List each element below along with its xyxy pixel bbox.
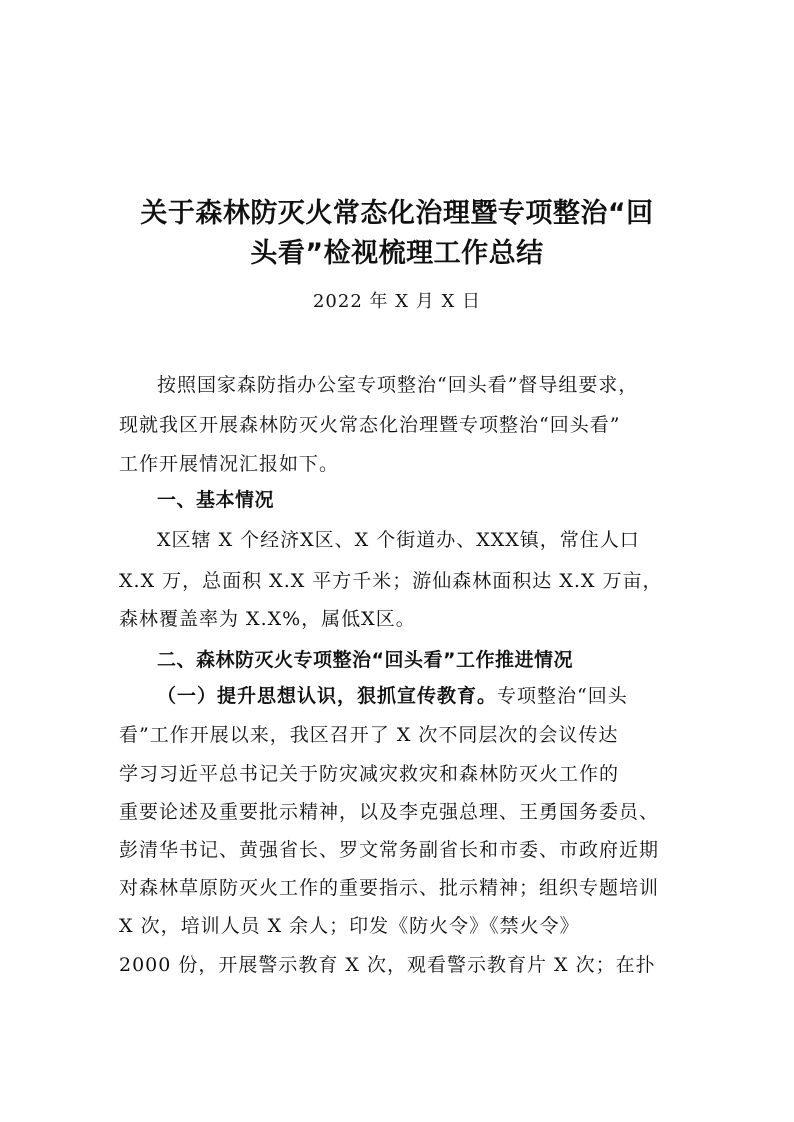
- document-date: 2022 年 X 月 X 日: [312, 291, 482, 312]
- section-2-line-4: 重要论述及重要批示精神，以及李克强总理、王勇国务委员、: [119, 801, 660, 823]
- section-2-line-5: 彭清华书记、黄强省长、罗文常务副省长和市委、市政府近期: [119, 839, 660, 861]
- section-2-line-6: 对森林草原防灭火工作的重要指示、批示精神；组织专题培训: [119, 877, 660, 899]
- section-2-line-3: 学习习近平总书记关于防灾减灾救灾和森林防灭火工作的: [119, 763, 620, 785]
- section-1-line-1: X区辖 X 个经济X区、X 个街道办、XXX镇，常住人口: [157, 529, 640, 551]
- section-1-line-2: X.X 万，总面积 X.X 平方千米；游仙森林面积达 X.X 万亩，: [119, 570, 663, 592]
- subsection-1-heading: （一）提升思想认识，狠抓宣传教育。: [157, 685, 498, 707]
- section-2-subsection-1-line-1: [157, 681, 679, 711]
- section-1-line-3: 森林覆盖率为 X.X%，属低X区。: [119, 608, 416, 630]
- section-2-line-8: 2000 份，开展警示教育 X 次，观看警示教育片 X 次；在扑: [119, 954, 656, 976]
- intro-paragraph-line-1: 按照国家森防指办公室专项整治“回头看”督导组要求，: [157, 374, 639, 396]
- section-2-line-2: 看”工作开展以来，我区召开了 X 次不同层次的会议传达: [119, 724, 619, 746]
- intro-paragraph-line-3: 工作开展情况汇报如下。: [119, 453, 340, 475]
- document-title-line-1: 关于森林防灭火常态化治理暨专项整治“回: [140, 198, 654, 229]
- section-2-heading: 二、森林防灭火专项整治“回头看”工作推进情况: [157, 649, 573, 671]
- subsection-1-line-1-text: 专项整治“回头: [497, 685, 628, 707]
- section-2-line-7: X 次，培训人员 X 余人；印发《防火令》《禁火令》: [119, 915, 580, 937]
- document-title-line-2: 头看”检视梳理工作总结: [250, 238, 544, 269]
- section-1-heading: 一、基本情况: [157, 489, 275, 511]
- intro-paragraph-line-2: 现就我区开展森林防灭火常态化治理暨专项整治“回头看”: [119, 414, 621, 436]
